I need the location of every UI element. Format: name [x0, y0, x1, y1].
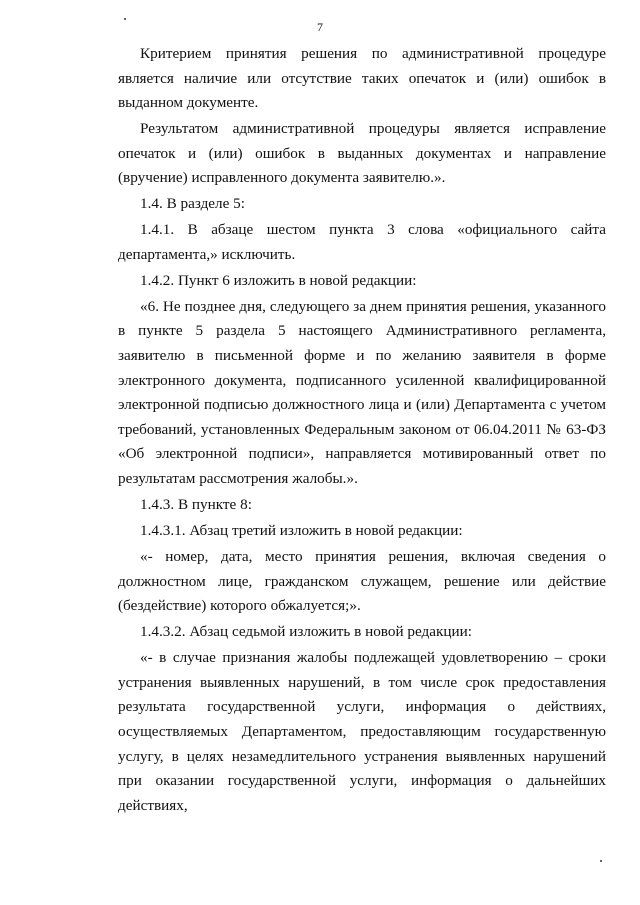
document-body — [118, 42, 606, 820]
paragraph-1-4-3: 1.4.3. В пункте 8: — [140, 496, 252, 514]
paragraph-1-4-3-1: 1.4.3.1. Абзац третий изложить в новой редакции: — [140, 522, 463, 540]
paragraph-1-4-1: 1.4.1. В абзаце шестом пункта 3 слова «официального сайта департамента,» исключить. — [118, 221, 606, 263]
paragraph-third-abstract-text: «- номер, дата, место принятия решения, включая сведения о должностном лице, гражданском служащем, решение или действие (бездействие) которого обжалуется;». — [118, 548, 606, 615]
scan-speck — [124, 18, 126, 20]
paragraph-procedure-result: Результатом административной процедуры является исправление опечаток и (или) ошибок в выданных документах и направление (вручение) исправленного документа заявителю.». — [118, 120, 606, 187]
paragraph-seventh-abstract-text: «- в случае признания жалобы подлежащей удовлетворению – сроки устранения выявленных нарушений, в том числе срок предоставления результата государственной услуги, информация о действиях, осуществляемых Департаментом, предоставляющим государственную услугу, в целях незамедлительного устранения выявленных нарушений при оказании государственной услуги, информация о дальнейших действиях, — [118, 649, 606, 814]
scan-speck — [600, 860, 602, 862]
paragraph-1-4-2: 1.4.2. Пункт 6 изложить в новой редакции: — [140, 271, 417, 289]
paragraph-section-1-4: 1.4. В разделе 5: — [140, 195, 245, 213]
paragraph-1-4-3-2: 1.4.3.2. Абзац седьмой изложить в новой редакции: — [140, 623, 472, 641]
page-number: 7 — [317, 20, 323, 34]
paragraph-item-6-text: «6. Не позднее дня, следующего за днем принятия решения, указанного в пункте 5 раздела 5 настоящего Административного регламента, заявителю в письменной форме и по желанию заявителя в форме электронного документа, подписанного усиленной квалифицированной электронной подписью должностного лица и (или) Департамента с учетом требований, установленных Федеральным законом от 06.04.2011 № 63-ФЗ «Об электронной подписи», направляется мотивированный ответ по результатам рассмотрения жалобы.». — [118, 297, 606, 488]
paragraph-decision-criterion: Критерием принятия решения по административной процедуре является наличие или отсутствие таких опечаток и (или) ошибок в выданном документе. — [118, 45, 606, 112]
